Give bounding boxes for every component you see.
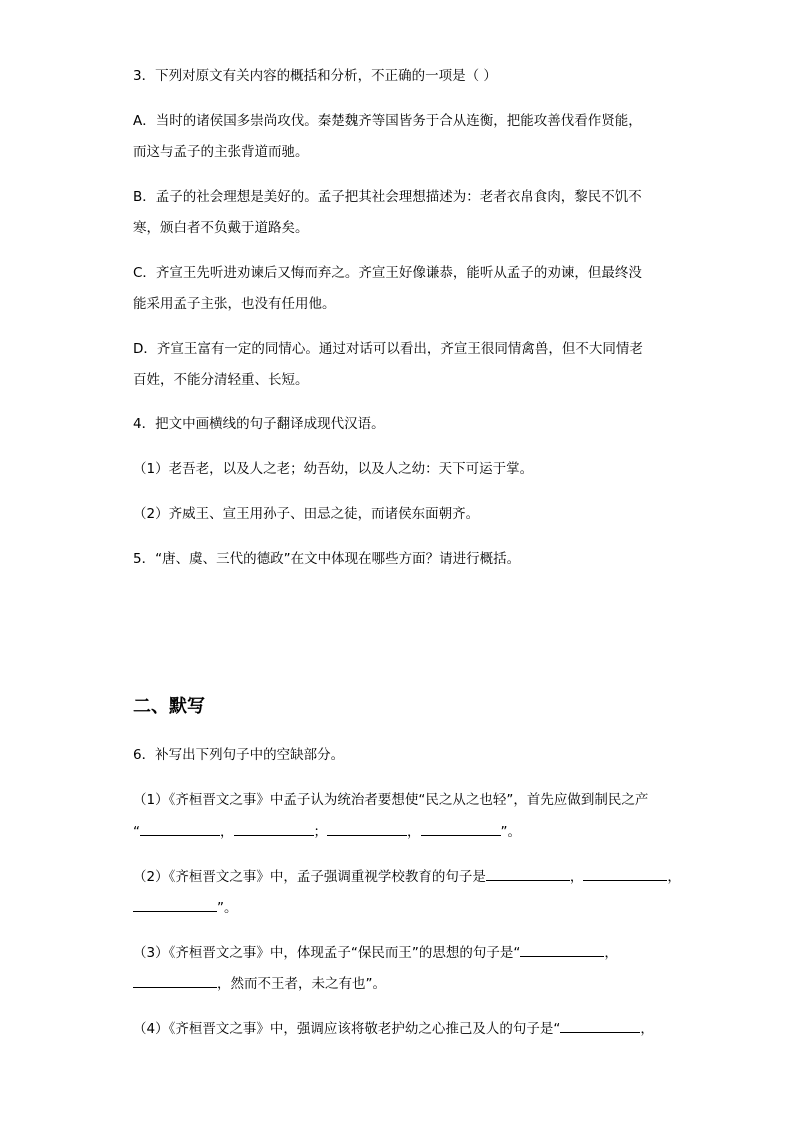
separator: ， <box>640 1021 654 1037</box>
answer-blank[interactable] <box>234 821 314 836</box>
answer-blank[interactable] <box>133 897 217 912</box>
q6-part-3-line-1 <box>133 942 618 963</box>
separator: ； <box>313 824 327 840</box>
separator: ， <box>407 824 421 840</box>
q6-part-1-line-1: （1）《齐桓晋文之事》中孟子认为统治者要想使“民之从之也轻”，首先应做到制民之产 <box>133 792 649 808</box>
separator: ， <box>220 824 234 840</box>
q3-option-c-line-2: 能采用孟子主张，也没有任用他。 <box>133 296 336 312</box>
separator: ， <box>569 869 584 885</box>
q3-option-c-line-1: C．齐宣王先听进劝谏后又悔而弃之。齐宣王好像谦恭，能听从孟子的劝谏，但最终没 <box>133 265 642 281</box>
answer-blank[interactable] <box>140 821 220 836</box>
question-3-stem: 3．下列对原文有关内容的概括和分析，不正确的一项是（ ） <box>133 68 497 84</box>
q6-part-1-line-2 <box>133 821 521 842</box>
q6-part-2-line-1 <box>133 866 681 887</box>
section-heading-dictation: 二、默写 <box>133 696 205 717</box>
close-quote: ”。 <box>500 824 521 840</box>
q6-part-2-text: （2）《齐桓晋文之事》中，孟子强调重视学校教育的句子是 <box>133 869 486 885</box>
close-quote: ”。 <box>217 900 238 916</box>
answer-blank[interactable] <box>327 821 407 836</box>
answer-blank[interactable] <box>133 973 217 988</box>
q3-option-b-line-2: 寒，颁白者不负戴于道路矣。 <box>133 220 309 236</box>
answer-blank[interactable] <box>583 866 667 881</box>
question-5-stem: 5．“唐、虞、三代的德政”在文中体现在哪些方面？请进行概括。 <box>133 551 521 567</box>
q6-part-3-tail: ，然而不王者，未之有也”。 <box>217 976 386 992</box>
answer-blank[interactable] <box>520 942 604 957</box>
q6-part-2-line-2 <box>133 897 238 918</box>
q3-option-b-line-1: B．孟子的社会理想是美好的。孟子把其社会理想描述为：老者衣帛食肉，黎民不饥不 <box>133 189 642 205</box>
open-quote: “ <box>133 824 140 840</box>
q3-option-d-line-2: 百姓，不能分清轻重、长短。 <box>133 372 309 388</box>
q6-part-4-line-1 <box>133 1018 654 1039</box>
answer-blank[interactable] <box>421 821 501 836</box>
question-6-stem: 6．补写出下列句子中的空缺部分。 <box>133 747 345 763</box>
q6-part-3-text: （3）《齐桓晋文之事》中，体现孟子“保民而王”的思想的句子是“ <box>133 945 521 961</box>
q4-sentence-1: （1）老吾老，以及人之老；幼吾幼，以及人之幼：天下可运于掌。 <box>133 461 534 477</box>
q3-option-a-line-2: 而这与孟子的主张背道而驰。 <box>133 144 309 160</box>
answer-blank[interactable] <box>560 1018 640 1033</box>
q6-part-3-line-2 <box>133 973 386 994</box>
question-4-stem: 4．把文中画横线的句子翻译成现代汉语。 <box>133 416 385 432</box>
q3-option-a-line-1: A．当时的诸侯国多崇尚攻伐。秦楚魏齐等国皆务于合从连衡，把能攻善伐看作贤能， <box>133 113 642 129</box>
q6-part-4-text: （4）《齐桓晋文之事》中，强调应该将敬老护幼之心推己及人的句子是“ <box>133 1021 561 1037</box>
separator: ， <box>604 945 618 961</box>
q3-option-d-line-1: D．齐宣王富有一定的同情心。通过对话可以看出，齐宣王很同情禽兽，但不大同情老 <box>133 341 643 357</box>
separator: ， <box>667 869 681 885</box>
q4-sentence-2: （2）齐威王、宣王用孙子、田忌之徒，而诸侯东面朝齐。 <box>133 506 480 522</box>
answer-blank[interactable] <box>486 866 570 881</box>
